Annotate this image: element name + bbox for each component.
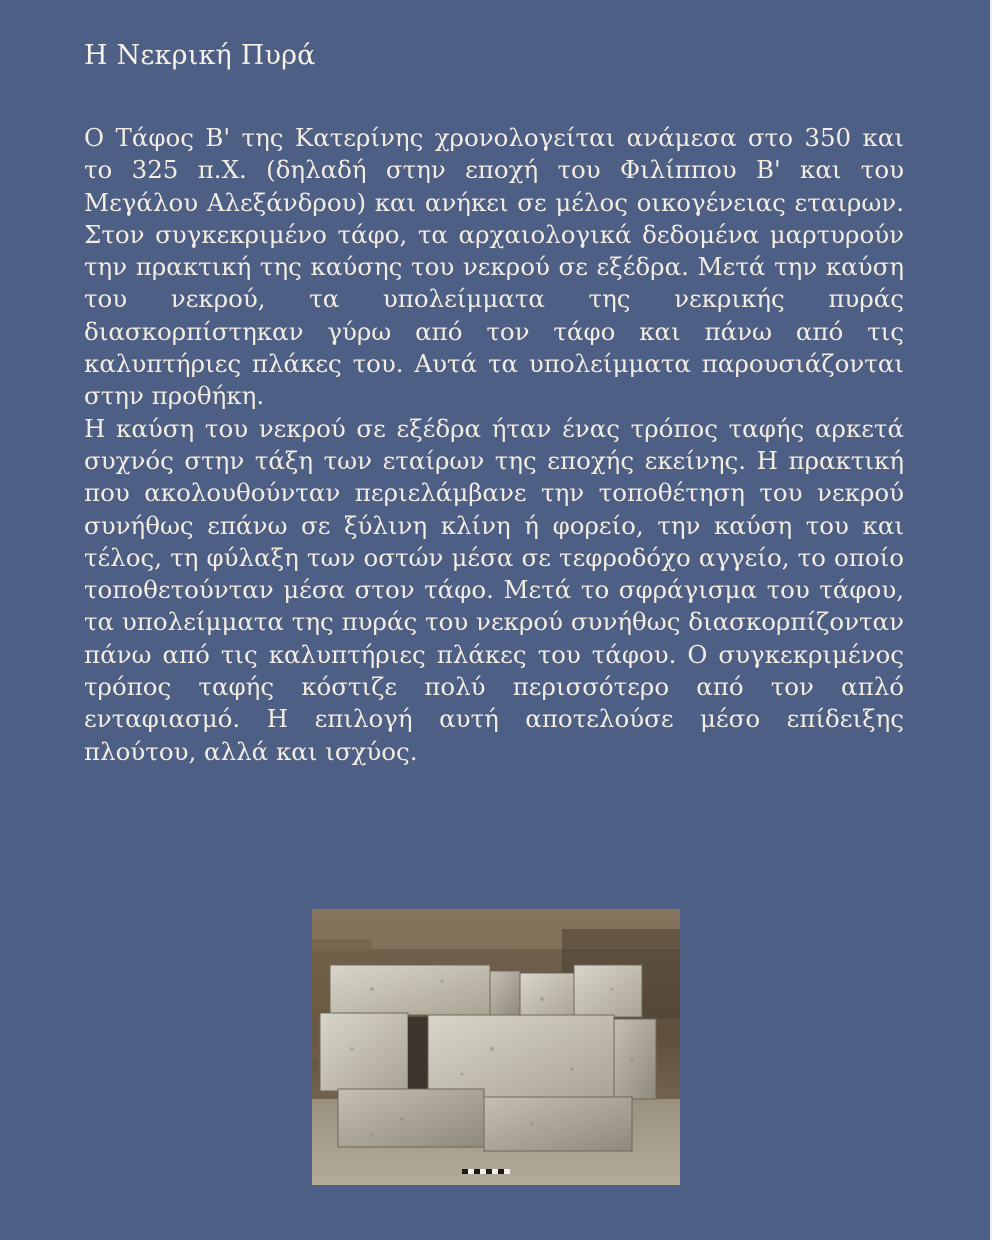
tomb-photo	[312, 909, 680, 1185]
paragraph-1: Ο Τάφος Β' της Κατερίνης χρονολογείται ανάμεσα στο 350 και το 325 π.Χ. (δηλαδή στην εποχή του Φιλίππου Β' και του Μεγάλου Αλεξάνδρου) και ανήκει σε μέλος οικογένειας εταιρων. Στον συγκεκριμένο τάφο, τα αρχαιολογικά δεδομένα μαρτυρούν την πρακτική της καύσης του νεκρού σε εξέδρα. Μετά την καύση του νεκρού, τα υπολείμματα της νεκρικής πυράς διασκορπίστηκαν γύρω από τον τάφο και πάνω από τις καλυπτήριες πλάκες του. Αυτά τα υπολείμματα παρουσιάζονται στην προθήκη.	[84, 123, 904, 411]
panel-title: Η Νεκρική Πυρά	[84, 40, 316, 71]
paragraph-2: Η καύση του νεκρού σε εξέδρα ήταν ένας τρόπος ταφής αρκετά συχνός στην τάξη των εταίρων της εποχής εκείνης. Η πρακτική που ακολουθούνταν περιελάμβανε την τοποθέτηση του νεκρού συνήθως επάνω σε ξύλινη κλίνη ή φορείο, την καύση του και τέλος, τη φύλαξη των οστών μέσα σε τεφροδόχο αγγείο, το οποίο τοποθετούνταν μέσα στον τάφο. Μετά το σφράγισμα του τάφου, τα υπολείμματα της πυράς του νεκρού συνήθως διασκορπίζονταν πάνω από τις καλυπτήριες πλάκες του τάφου. Ο συγκεκριμένος τρόπος ταφής κόστιζε πολύ περισσότερο από τον απλό ενταφιασμό. Η επιλογή αυτή αποτελούσε μέσο επίδειξης πλούτου, αλλά και ισχύος.	[84, 413, 904, 766]
panel-body-text	[84, 122, 904, 768]
